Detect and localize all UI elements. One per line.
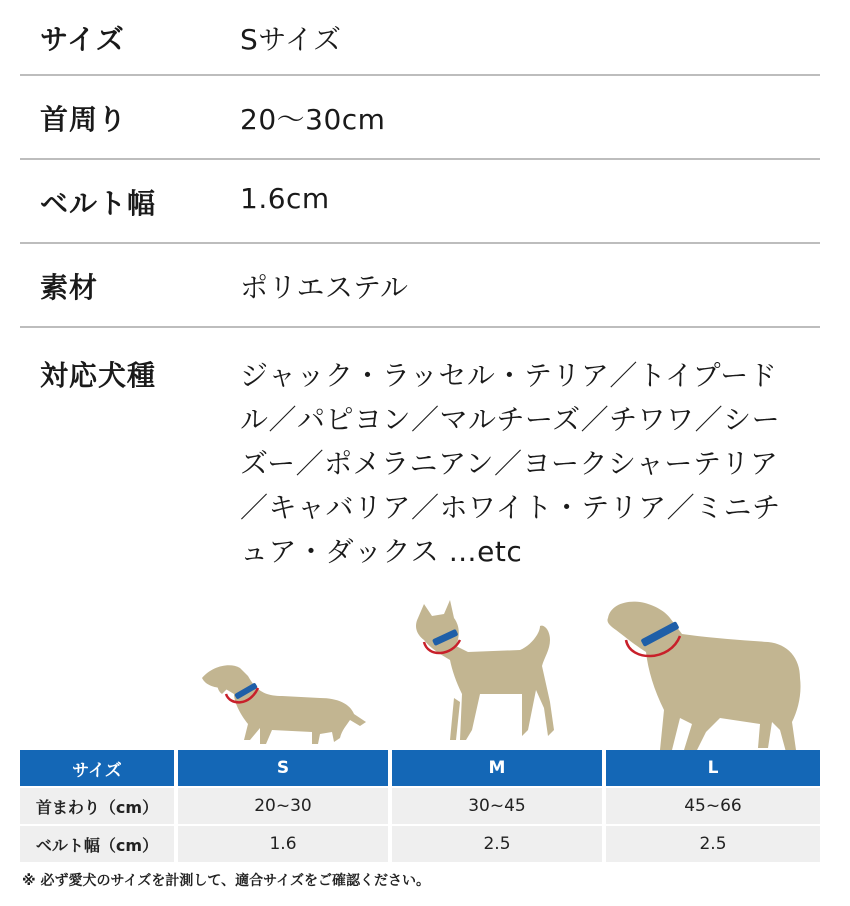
dog-size-illustration [20,590,820,750]
header-cell: サイズ [20,750,174,786]
row-label: 首まわり（cm） [20,788,174,824]
measurement-note: ※ 必ず愛犬のサイズを計測して、適合サイズをご確認ください。 [22,873,430,889]
spec-label: サイズ [40,23,125,56]
spec-list [20,0,820,588]
medium-dog-icon [416,600,554,740]
table-cell: 2.5 [606,826,820,862]
spec-label: 素材 [40,271,99,304]
spec-value: ポリエステル [240,271,409,304]
size-table [20,750,820,864]
size-table-header [20,750,820,786]
header-cell: L [606,750,820,786]
row-label: ベルト幅（cm） [20,826,174,862]
table-cell: 30~45 [392,788,602,824]
header-cell: M [392,750,602,786]
table-row [20,826,820,862]
header-cell: S [178,750,388,786]
spec-value: Sサイズ [240,23,342,56]
small-dog-icon [202,665,366,744]
table-cell: 20~30 [178,788,388,824]
spec-value: ジャック・ラッセル・テリア／トイプードル／パピヨン／マルチーズ／チワワ／シーズー／ポメラニアン／ヨークシャーテリア／キャバリア／ホワイト・テリア／ミニチュア・ダックス …etc [240,359,781,568]
table-cell: 45~66 [606,788,820,824]
spec-row-neck [20,76,820,160]
spec-label: ベルト幅 [40,187,157,220]
spec-label: 対応犬種 [40,359,157,392]
large-dog-icon [607,602,800,750]
spec-row-breeds [20,328,820,588]
table-row [20,788,820,824]
spec-row-material [20,244,820,328]
table-cell: 2.5 [392,826,602,862]
table-cell: 1.6 [178,826,388,862]
spec-label: 首周り [40,103,128,136]
spec-value: 20〜30cm [240,103,386,136]
spec-row-belt-width [20,160,820,244]
spec-row-size [20,0,820,76]
spec-value: 1.6cm [240,182,330,215]
